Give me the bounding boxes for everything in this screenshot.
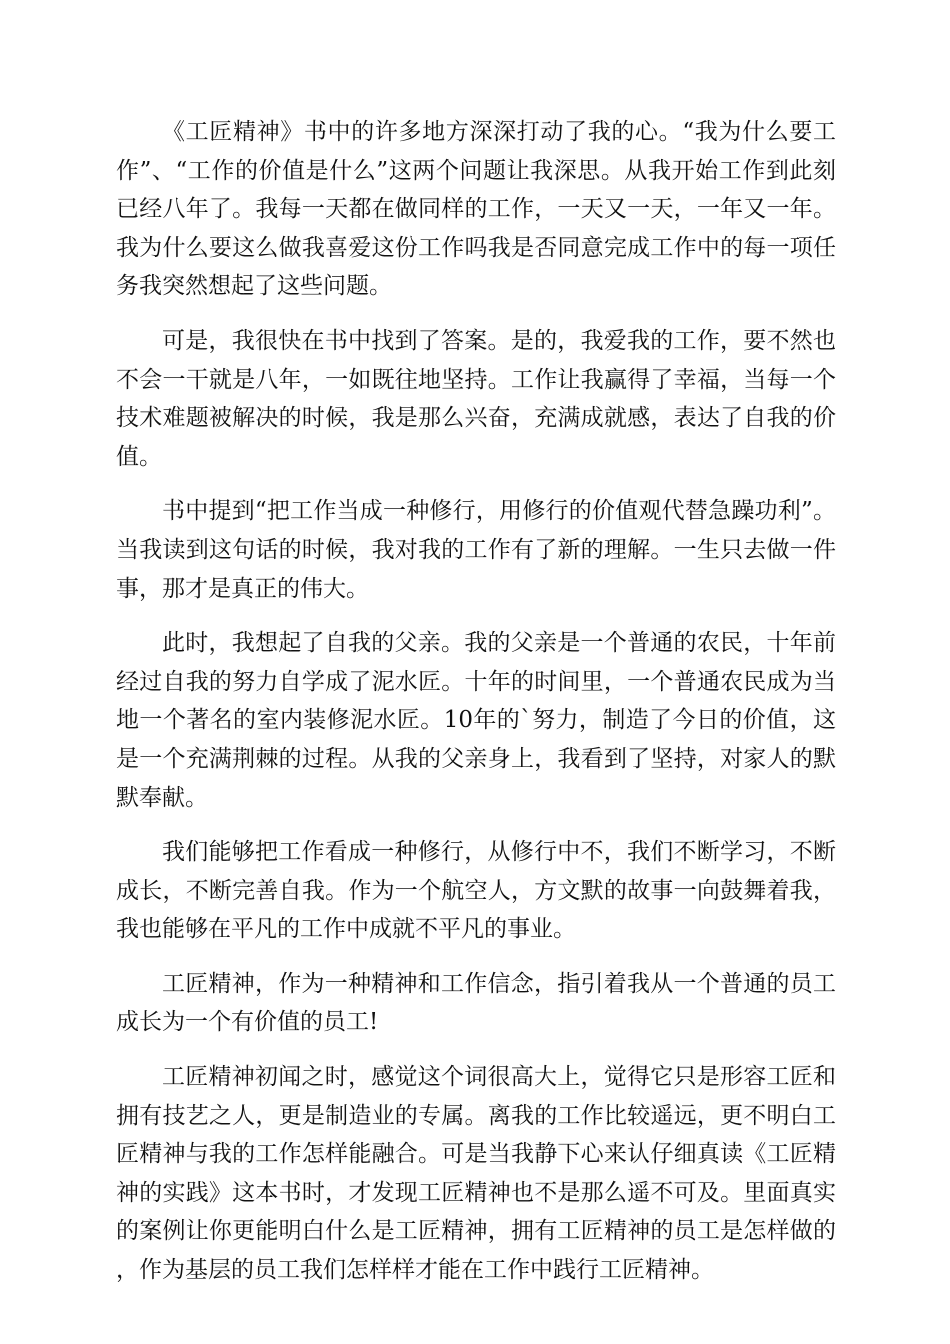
paragraph: 工匠精神，作为一种精神和工作信念，指引着我从一个普通的员工成长为一个有价值的员工! bbox=[116, 970, 836, 1036]
paragraph: 《工匠精神》书中的许多地方深深打动了我的心。“我为什么要工作”、“工作的价值是什么”这两个问题让我深思。从我开始工作到此刻已经八年了。我每一天都在做同样的工作，一天又一天，一年又一年。我为什么要这么做我喜爱这份工作吗我是否同意完成工作中的每一项任务我突然想起了这些问题。 bbox=[116, 119, 836, 300]
paragraph: 此时，我想起了自我的父亲。我的父亲是一个普通的农民，十年前经过自我的努力自学成了泥水匠。十年的时间里，一个普通农民成为当地一个著名的室内装修泥水匠。10年的`努力，制造了今日的价值，这是一个充满荆棘的过程。从我的父亲身上，我看到了坚持，对家人的默默奉献。 bbox=[116, 630, 836, 811]
paragraph: 可是，我很快在书中找到了答案。是的，我爱我的工作，要不然也不会一干就是八年，一如既往地坚持。工作让我赢得了幸福，当每一个技术难题被解决的时候，我是那么兴奋，充满成就感，表达了自我的价值。 bbox=[116, 327, 836, 470]
paragraph: 书中提到“把工作当成一种修行，用修行的价值观代替急躁功利”。当我读到这句话的时候，我对我的工作有了新的理解。一生只去做一件事，那才是真正的伟大。 bbox=[116, 498, 836, 602]
document-body bbox=[116, 113, 836, 1306]
paragraph: 我们能够把工作看成一种修行，从修行中不，我们不断学习，不断成长，不断完善自我。作为一个航空人，方文默的故事一向鼓舞着我，我也能够在平凡的工作中成就不平凡的事业。 bbox=[116, 839, 836, 943]
paragraph: 工匠精神初闻之时，感觉这个词很高大上，觉得它只是形容工匠和拥有技艺之人，更是制造业的专属。离我的工作比较遥远，更不明白工匠精神与我的工作怎样能融合。可是当我静下心来认仔细真读《工匠精神的实践》这本书时，才发现工匠精神也不是那么遥不可及。里面真实的案例让你更能明白什么是工匠精神，拥有工匠精神的员工是怎样做的，作为基层的员工我们怎样样才能在工作中践行工匠精神。 bbox=[116, 1064, 836, 1284]
